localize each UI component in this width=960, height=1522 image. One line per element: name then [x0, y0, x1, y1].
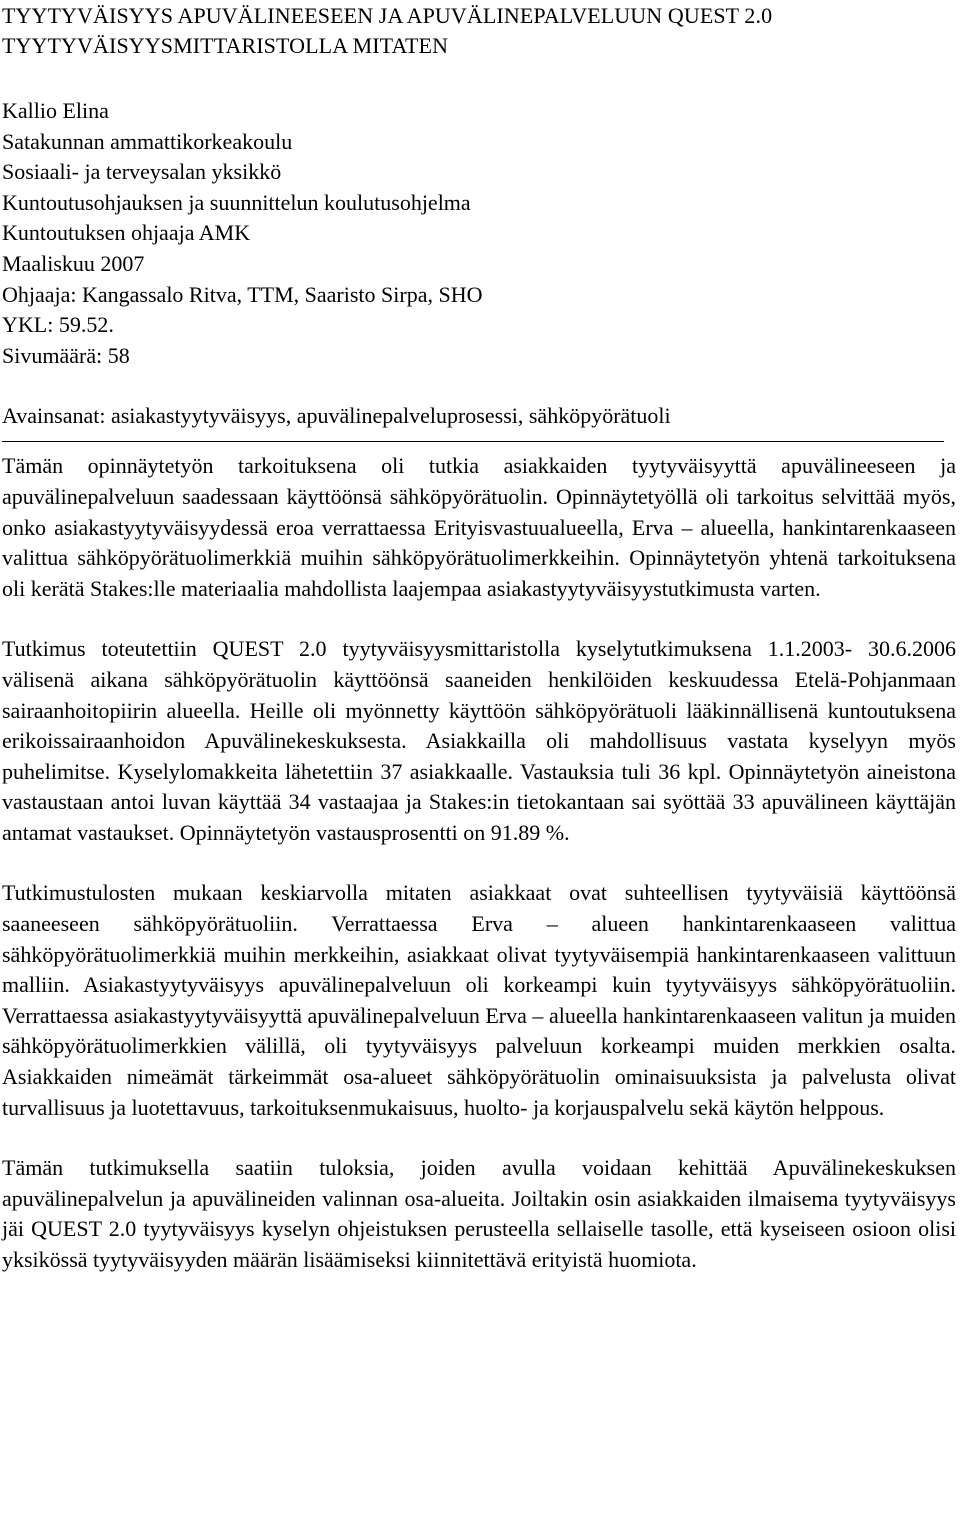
abstract-paragraph-2: Tutkimus toteutettiin QUEST 2.0 tyytyväisyysmittaristolla kyselytutkimuksena 1.1.2003- 30.6.2006 välisenä aikana sähköpyörätuolin käyttöönsä saaneiden henkilöiden keskuudessa Etelä-Pohjanmaan sairaanhoitopiirin alueella. Heille oli myönnetty käyttöön sähköpyörätuoli lääkinnällisenä kuntoutuksena erikoissairaanhoidon Apuvälinekeskuksesta. Asiakkailla oli mahdollisuus vastata kyselyyn myös puhelimitse. Kyselylomakkeita lähetettiin 37 asiakkaalle. Vastauksia tuli 36 kpl. Opinnäytetyön aineistona vastaustaan antoi luvan käyttää 34 vastaajaa ja Stakes:in tietokantaan sai syöttää 33 apuvälineen käyttäjän antamat vastaukset. Opinnäytetyön vastausprosentti on 91.89 %. [2, 636, 956, 845]
title-line-1: TYYTYVÄISYYS APUVÄLINEESEEN JA APUVÄLINEPALVELUUN QUEST 2.0 [2, 3, 773, 28]
thesis-metadata [2, 96, 956, 371]
title-line-2: TYYTYVÄISYYSMITTARISTOLLA MITATEN [2, 33, 449, 58]
abstract-paragraph-3: Tutkimustulosten mukaan keskiarvolla mitaten asiakkaat ovat suhteellisen tyytyväisiä käyttöönsä saaneeseen sähköpyörätuoliin. Verrattaessa Erva – alueen hankintarenkaaseen valittua sähköpyörätuolimerkkiä muihin merkkeihin, asiakkaat olivat tyytyväisempiä hankintarenkaaseen valittuun malliin. Asiakastyytyväisyys apuvälinepalveluun oli korkeampi kuin tyytyväisyys sähköpyörätuoliin. Verrattaessa asiakastyytyväisyyttä apuvälinepalveluun Erva – alueella hankintarenkaaseen valitun ja muiden sähköpyörätuolimerkkien välillä, oli tyytyväisyys palveluun korkeampi muiden merkkien osalta. Asiakkaiden nimeämät tärkeimmät osa-alueet sähköpyörätuolin ominaisuuksista ja palvelusta olivat turvallisuus ja luotettavuus, tarkoituksenmukaisuus, huolto- ja korjauspalvelu sekä käytön helppous. [2, 880, 956, 1120]
keywords: Avainsanat: asiakastyytyväisyys, apuvälinepalveluprosessi, sähköpyörätuoli [2, 403, 671, 429]
author: Kallio Elina [2, 98, 109, 123]
page-count: Sivumäärä: 58 [2, 342, 130, 368]
date: Maaliskuu 2007 [2, 250, 145, 276]
programme: Kuntoutusohjauksen ja suunnittelun koulutusohjelma [2, 189, 471, 215]
abstract-page [2, 0, 956, 1276]
divider-line [2, 441, 944, 442]
school: Satakunnan ammattikorkeakoulu [2, 128, 293, 154]
unit: Sosiaali- ja terveysalan yksikkö [2, 159, 282, 185]
thesis-title [2, 1, 956, 61]
supervisors: Ohjaaja: Kangassalo Ritva, TTM, Saaristo Sirpa, SHO [2, 281, 483, 307]
abstract-paragraph-4: Tämän tutkimuksella saatiin tuloksia, joiden avulla voidaan kehittää Apuvälinekeskuksen apuvälinepalvelun ja apuvälineiden valinnan osa-alueita. Joiltakin osin asiakkaiden ilmaisema tyytyväisyys jäi QUEST 2.0 tyytyväisyys kyselyn ohjeistuksen perusteella sellaiselle tasolle, että kyseiseen osioon olisi yksikössä tyytyväisyyden määrän lisäämiseksi kiinnitettävä erityistä huomiota. [2, 1155, 956, 1272]
abstract-paragraph-1: Tämän opinnäytetyön tarkoituksena oli tutkia asiakkaiden tyytyväisyyttä apuvälineeseen ja apuvälinepalveluun saadessaan käyttöönsä sähköpyörätuolin. Opinnäytetyöllä oli tarkoitus selvittää myös, onko asiakastyytyväisyydessä eroa verrattaessa Erityisvastuualueella, Erva – alueella, hankintarenkaaseen valittua sähköpyörätuolimerkkiä muihin sähköpyörätuolimerkkeihin. Opinnäytetyön yhtenä tarkoituksena oli kerätä Stakes:lle materiaalia mahdollista laajempaa asiakastyytyväisyystutkimusta varten. [2, 453, 956, 601]
ykl-classification: YKL: 59.52. [2, 312, 114, 338]
degree: Kuntoutuksen ohjaaja AMK [2, 220, 251, 246]
